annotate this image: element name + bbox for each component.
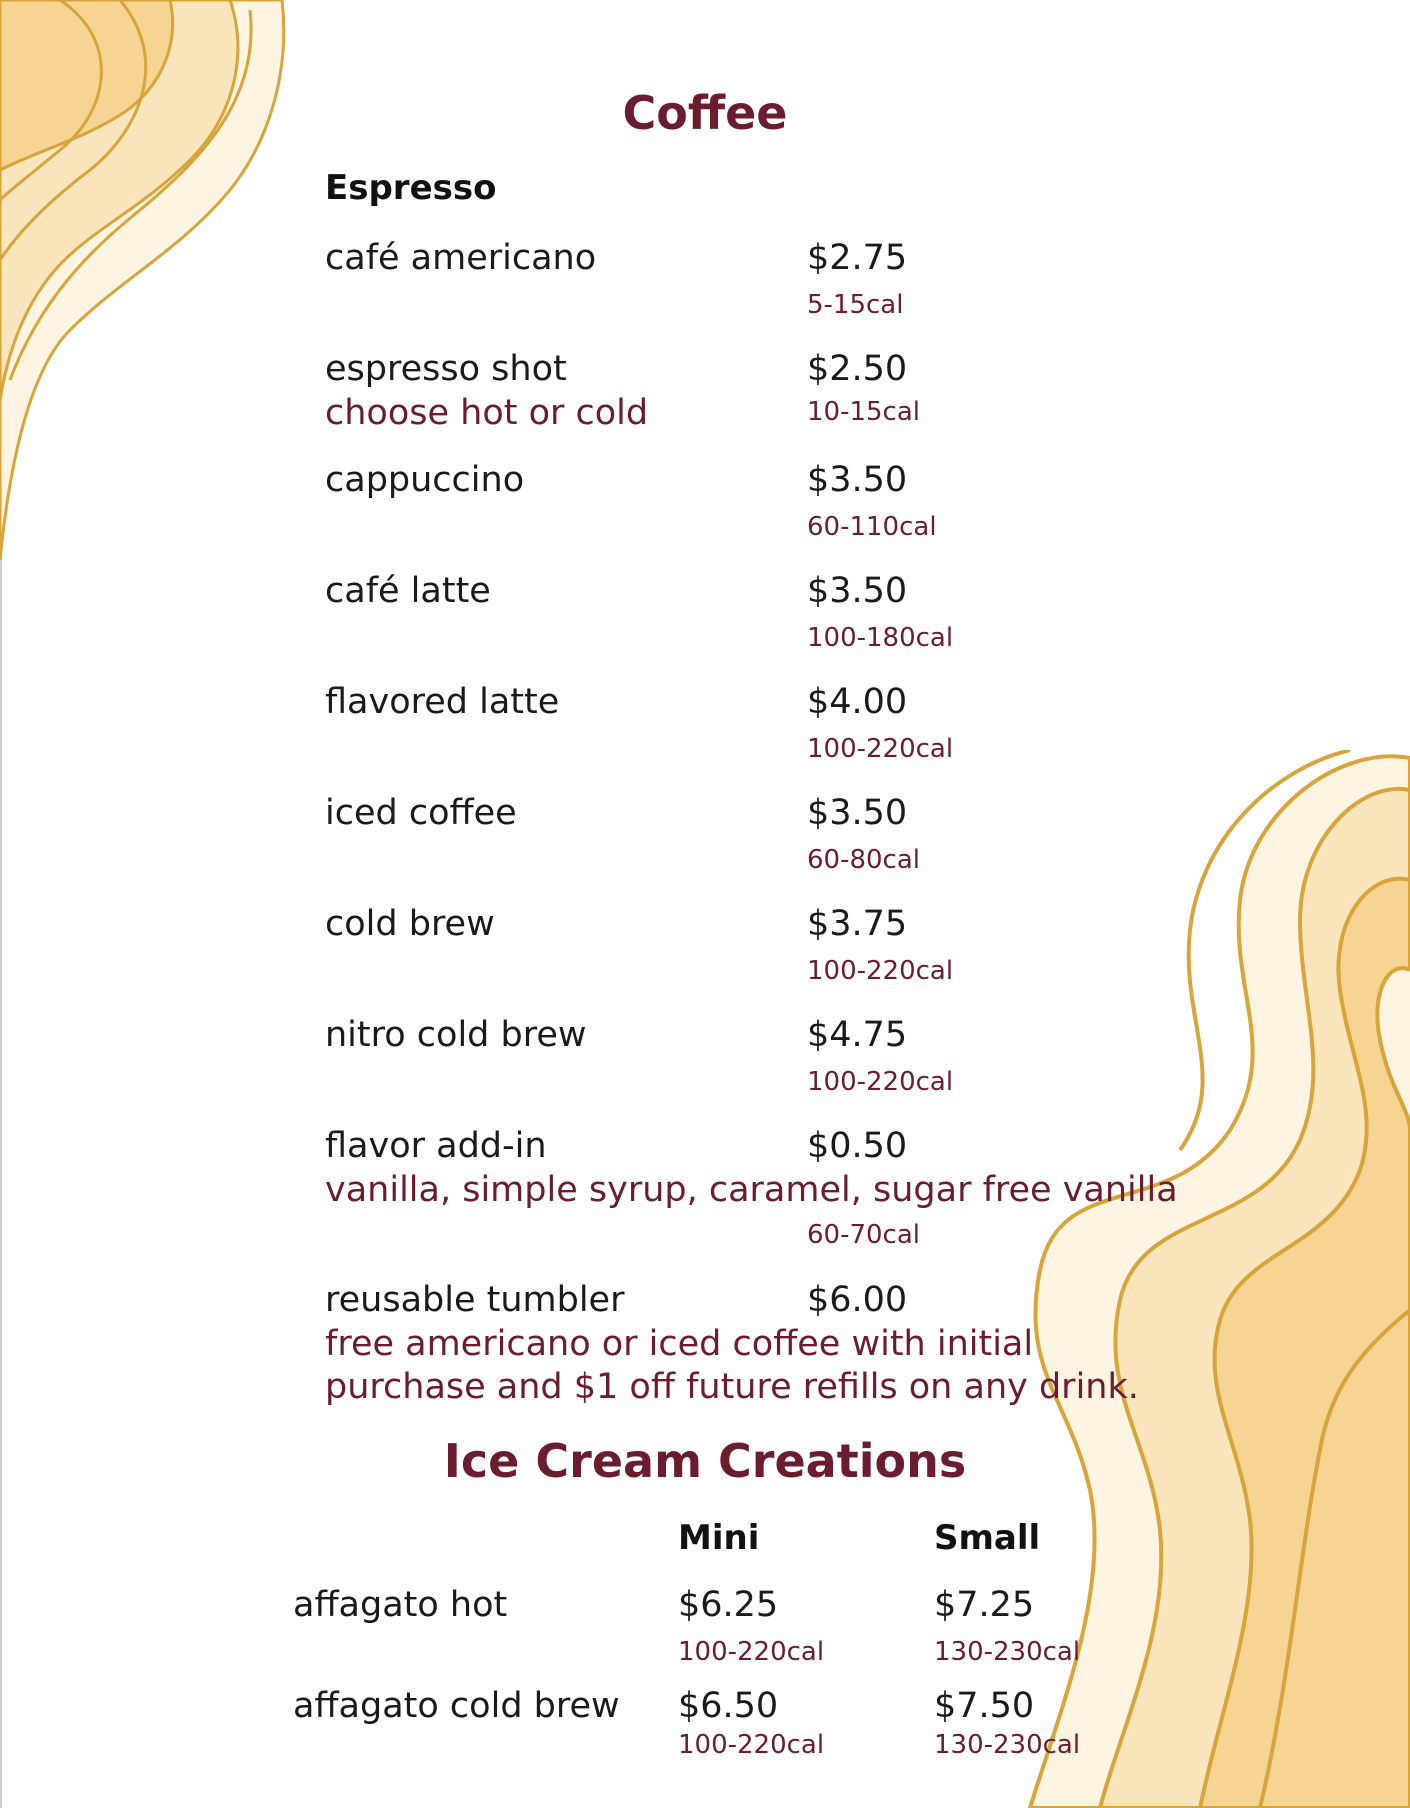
coffee-section-title: Coffee — [622, 86, 788, 140]
item-price: $2.50 — [807, 349, 908, 389]
item-price: $3.50 — [807, 460, 908, 500]
row-name: affagato hot — [293, 1585, 508, 1625]
row-name: affagato cold brew — [293, 1686, 620, 1726]
item-name: reusable tumbler — [325, 1280, 625, 1320]
espresso-subheading: Espresso — [325, 168, 497, 208]
item-name: nitro cold brew — [325, 1015, 587, 1055]
item-price: $4.75 — [807, 1015, 908, 1055]
mini-calories: 100-220cal — [678, 1637, 825, 1667]
item-calories: 100-220cal — [807, 734, 954, 764]
small-calories: 130-230cal — [934, 1730, 1081, 1760]
item-price: $0.50 — [807, 1126, 908, 1166]
small-price: $7.25 — [934, 1585, 1035, 1625]
item-note: vanilla, simple syrup, caramel, sugar free vanilla — [325, 1170, 1178, 1210]
item-name: flavor add-in — [325, 1126, 547, 1166]
item-calories: 100-220cal — [807, 1067, 954, 1097]
mini-price: $6.25 — [678, 1585, 779, 1625]
mini-calories: 100-220cal — [678, 1730, 825, 1760]
item-name: espresso shot — [325, 349, 567, 389]
item-calories: 60-110cal — [807, 512, 937, 542]
item-calories: 10-15cal — [807, 397, 921, 427]
item-name: café latte — [325, 571, 491, 611]
wave-decoration-top-left — [0, 0, 290, 560]
item-calories: 100-220cal — [807, 956, 954, 986]
item-name: cappuccino — [325, 460, 525, 500]
item-name: iced coffee — [325, 793, 517, 833]
small-price: $7.50 — [934, 1686, 1035, 1726]
item-calories: 60-80cal — [807, 845, 921, 875]
item-price: $3.75 — [807, 904, 908, 944]
item-calories: 60-70cal — [807, 1220, 921, 1250]
item-name: flavored latte — [325, 682, 560, 722]
item-calories: 5-15cal — [807, 290, 904, 320]
item-price: $4.00 — [807, 682, 908, 722]
column-header-small: Small — [934, 1518, 1041, 1558]
item-price: $6.00 — [807, 1280, 908, 1320]
item-name: café americano — [325, 238, 597, 278]
mini-price: $6.50 — [678, 1686, 779, 1726]
item-price: $3.50 — [807, 793, 908, 833]
item-note: choose hot or cold — [325, 393, 649, 433]
item-calories: 100-180cal — [807, 623, 954, 653]
small-calories: 130-230cal — [934, 1637, 1081, 1667]
item-note-line-1: free americano or iced coffee with initial — [325, 1324, 1034, 1364]
item-price: $3.50 — [807, 571, 908, 611]
item-note-line-2: purchase and $1 off future refills on any drink. — [325, 1367, 1139, 1407]
column-header-mini: Mini — [678, 1518, 760, 1558]
item-name: cold brew — [325, 904, 495, 944]
item-price: $2.75 — [807, 238, 908, 278]
ice-cream-section-title: Ice Cream Creations — [443, 1434, 967, 1488]
